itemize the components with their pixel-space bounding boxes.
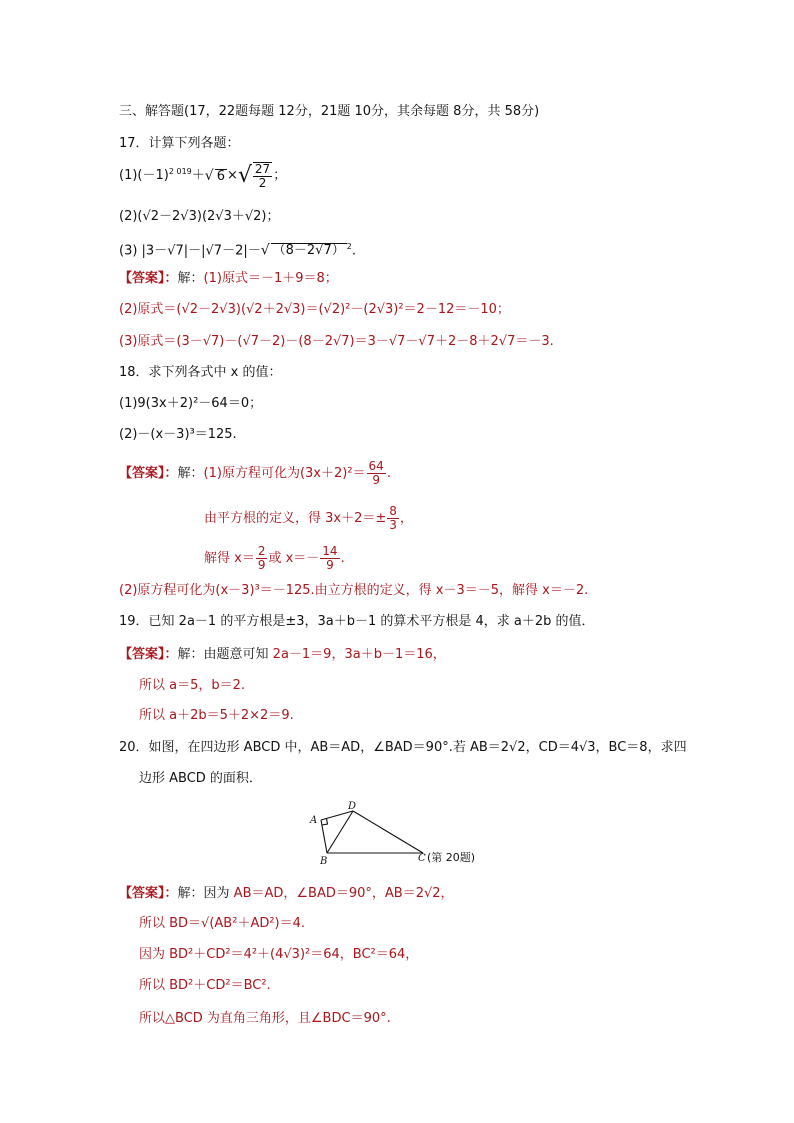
q20-figure — [305, 798, 505, 870]
a20-line5: 所以△BCD 为直角三角形，且∠BDC＝90°. — [139, 1011, 391, 1026]
a17-line2: (2)原式＝(√2－2√3)(√2＋2√3)＝(√2)²－(2√3)²＝2－12＝－10； — [119, 302, 510, 317]
q17-p1-times: × — [226, 168, 238, 183]
frac-num: 8 — [389, 504, 397, 518]
q17-p1-root-fraction — [238, 162, 273, 190]
a18-line2 — [204, 505, 413, 532]
a17-l1-b: (1)原式＝－1＋9＝8； — [203, 271, 338, 286]
a19-l1-a: 解：由题意可知 — [177, 647, 269, 662]
a17-line1 — [119, 270, 338, 288]
q17-p1-a: (1)(－1) — [119, 168, 169, 183]
a18-line4: (2)原方程可化为(x－3)³＝－125.由立方根的定义，得 x－3＝－5，解得 x＝－2. — [119, 583, 589, 598]
frac-den: 3 — [389, 518, 397, 532]
a18-line1 — [119, 460, 391, 487]
vertex-c-label: C — [418, 853, 426, 864]
q17-p1-b: ＋ — [191, 168, 205, 183]
a18-l3-b: 或 x＝－ — [268, 551, 320, 566]
answer-label: 【答案】： — [119, 271, 178, 286]
frac-num: 2 — [257, 544, 266, 558]
frac-den: 9 — [372, 473, 380, 487]
a18-l1-a: 解： — [177, 466, 204, 481]
frac-num: 14 — [322, 544, 338, 558]
frac-den: 2 — [258, 176, 267, 190]
a18-l2-fraction — [387, 505, 399, 532]
answer-label: 【答案】： — [119, 886, 178, 901]
q20-title-line1: 20．如图，在四边形 ABCD 中，AB＝AD，∠BAD＝90°.若 AB＝2√2，CD＝4√3，BC＝8，求四 — [119, 740, 687, 755]
section-title: 三、解答题(17，22题每题 12分，21题 10分，其余每题 8分，共 58分) — [119, 104, 540, 119]
sqrt-sign-icon: √ — [237, 163, 252, 188]
a18-l1-b: (1)原方程可化为(3x＋2)²＝ — [203, 466, 366, 481]
frac-num: 64 — [368, 459, 384, 473]
a19-line2: 所以 a＝5，b＝2. — [139, 678, 246, 693]
q18-part2: (2)－(x－3)³＝125. — [119, 427, 237, 442]
answer-label: 【答案】： — [119, 466, 178, 481]
q17-p1-end: ； — [273, 168, 287, 183]
a20-line2: 所以 BD＝√(AB²＋AD²)＝4. — [139, 916, 306, 931]
q20-title-line2: 边形 ABCD 的面积． — [139, 771, 262, 786]
answer-label: 【答案】： — [119, 647, 178, 662]
a20-l1-a: 解：因为 — [177, 886, 230, 901]
q17-p1-exp: 2 019 — [168, 167, 192, 177]
q17-part1 — [119, 162, 286, 190]
q18-part1: (1)9(3x＋2)²－64＝0； — [119, 396, 263, 411]
a18-l3-end: . — [340, 551, 345, 566]
q17-p1-radicand: 6 — [216, 168, 225, 184]
frac-den: 9 — [257, 558, 266, 572]
q17-p3-radicand: （8－2√7） — [272, 243, 345, 259]
q17-p3-end: . — [351, 243, 356, 259]
a18-l1-fraction — [367, 460, 386, 487]
a18-l2-a: 由平方根的定义，得 3x＋2＝± — [204, 511, 387, 526]
sqrt-sign-icon: √ — [204, 168, 214, 184]
q17-p3-exp: 2 — [346, 242, 352, 251]
frac-den: 9 — [326, 558, 334, 572]
a20-l1-b: AB＝AD，∠BAD＝90°，AB＝2√2， — [233, 886, 454, 901]
a18-l3-fraction1 — [256, 545, 268, 572]
a19-line3: 所以 a＋2b＝5＋2×2＝9. — [139, 708, 294, 723]
q17-part3 — [119, 238, 356, 260]
figure-caption: (第 20题) — [427, 851, 476, 864]
vertex-b-label: B — [320, 856, 328, 867]
q17-p1-fraction — [253, 162, 272, 190]
a17-line3: (3)原式＝(3－√7)－(√7－2)－(8－2√7)＝3－√7－√7＋2－8＋2√7＝－3. — [119, 334, 554, 349]
frac-num: 27 — [254, 162, 271, 176]
q17-p3-a: (3) |3－√7|－|√7－2|－ — [119, 243, 261, 259]
q19-title: 19．已知 2a－1 的平方根是±3，3a＋b－1 的算术平方根是 4，求 a＋2b 的值． — [119, 614, 595, 629]
segment-dc — [353, 811, 423, 853]
a17-l1-a: 解： — [177, 271, 204, 286]
a18-l3-fraction2 — [320, 545, 339, 572]
a19-line1 — [119, 646, 446, 664]
a18-l1-end: . — [386, 466, 391, 481]
q18-title: 18．求下列各式中 x 的值： — [119, 365, 282, 380]
q17-title: 17．计算下列各题： — [119, 136, 240, 151]
a18-l2-end: ， — [399, 511, 413, 526]
a20-line4: 所以 BD²＋CD²＝BC². — [139, 978, 271, 993]
a18-line3 — [204, 545, 345, 572]
a20-line3: 因为 BD²＋CD²＝4²＋(4√3)²＝64，BC²＝64， — [139, 947, 419, 962]
a18-l3-a: 解得 x＝ — [204, 551, 255, 566]
a20-line1 — [119, 885, 454, 903]
vertex-d-label: D — [348, 801, 357, 812]
vertex-a-label: A — [310, 815, 318, 826]
q17-part2: (2)(√2－2√3)(2√3＋√2)； — [119, 209, 280, 224]
sqrt-sign-icon: √ — [260, 242, 270, 259]
a19-l1-b: 2a－1＝9，3a＋b－1＝16， — [272, 647, 446, 662]
